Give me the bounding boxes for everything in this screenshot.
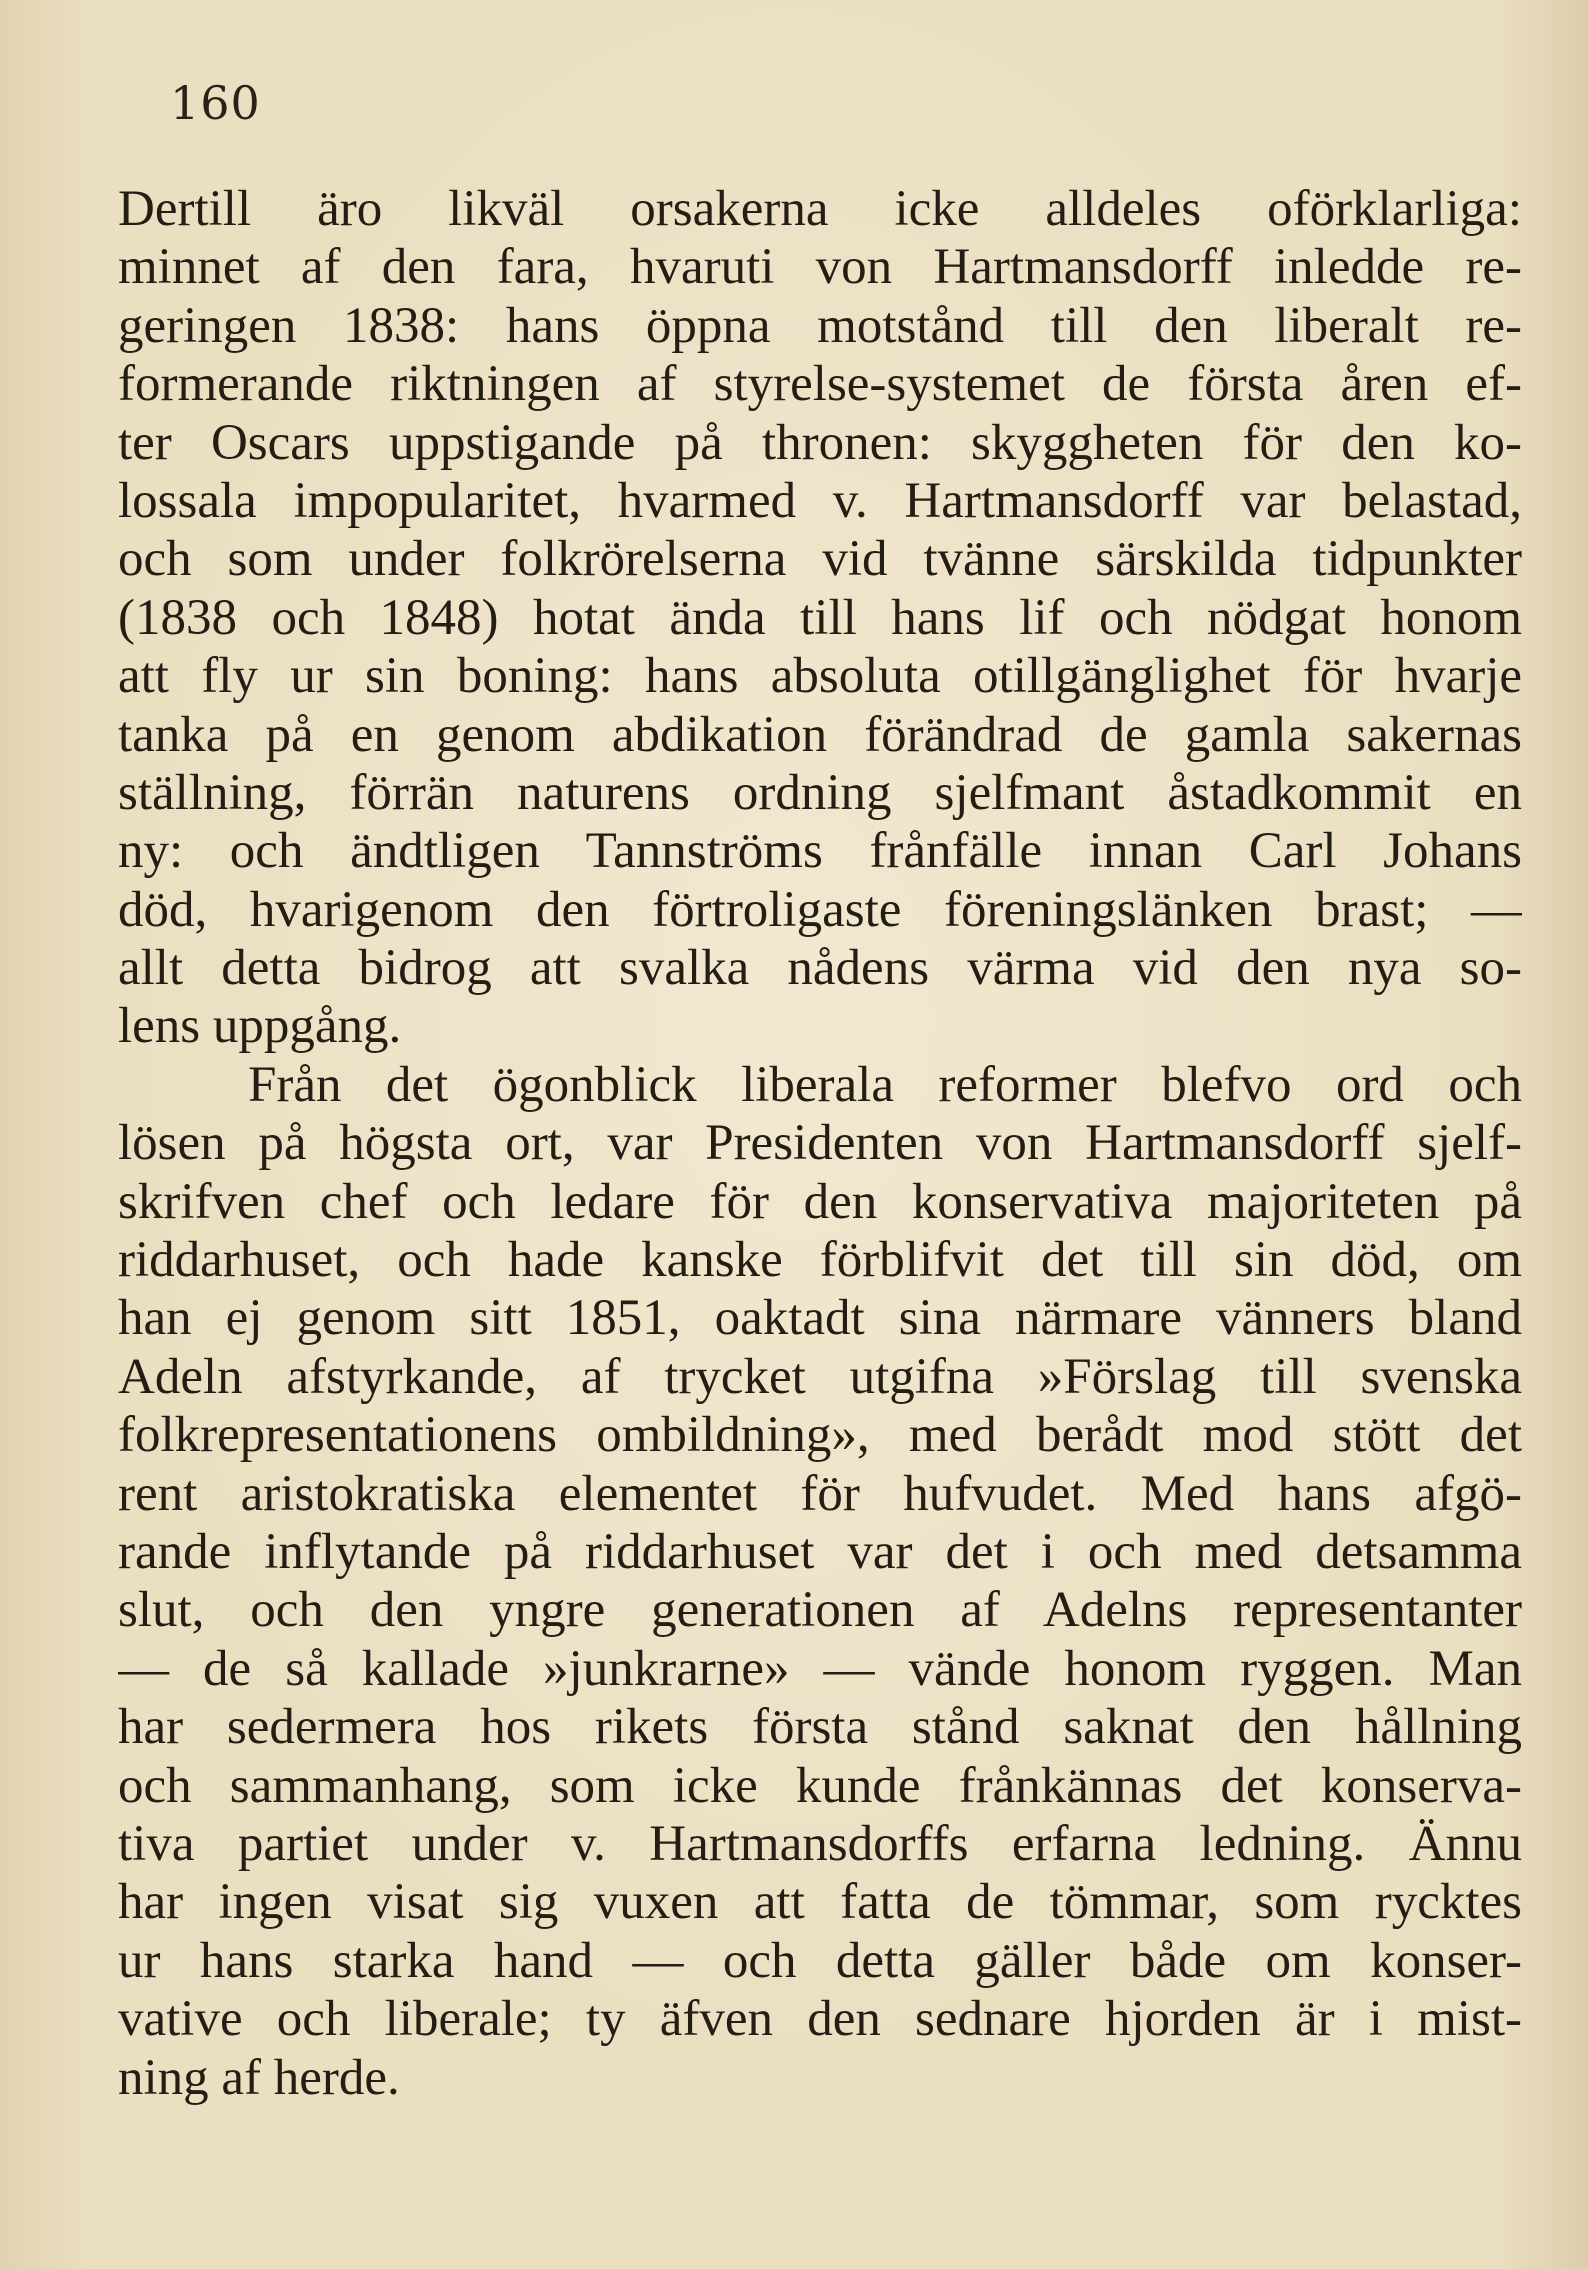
text-line: minnet af den fara, hvaruti von Hartmansdorff inledde re- xyxy=(118,239,1522,296)
text-line: vative och liberale; ty äfven den sednare hjorden är i mist- xyxy=(118,1991,1522,2048)
text-line: — de så kallade »junkrarne» — vände honom ryggen. Man xyxy=(118,1640,1522,1697)
text-line: folkrepresentationens ombildning», med berådt mod stött det xyxy=(118,1407,1522,1464)
text-line: skrifven chef och ledare för den konservativa majoriteten på xyxy=(118,1173,1522,1230)
text-line: (1838 och 1848) hotat ända till hans lif och nödgat honom xyxy=(118,589,1522,646)
text-line: slut, och den yngre generationen af Adelns representanter xyxy=(118,1582,1522,1639)
text-line: rande inflytande på riddarhuset var det i och med detsamma xyxy=(118,1523,1522,1580)
text-line: Dertill äro likväl orsakerna icke alldeles oförklarliga: xyxy=(118,181,1522,237)
text-line: riddarhuset, och hade kanske förblifvit det till sin död, om xyxy=(118,1232,1522,1289)
text-line: har ingen visat sig vuxen att fatta de tömmar, som rycktes xyxy=(118,1874,1522,1931)
text-line: och sammanhang, som icke kunde frånkännas det konserva- xyxy=(118,1757,1522,1814)
text-line: lens uppgång. xyxy=(118,998,402,1055)
text-line: formerande riktningen af styrelse-systemet de första åren ef- xyxy=(118,356,1522,413)
paragraph-2 xyxy=(118,1056,1522,2107)
text-line: geringen 1838: hans öppna motstånd till den liberalt re- xyxy=(118,297,1522,354)
text-line: Från det ögonblick liberala reformer blefvo ord och xyxy=(248,1056,1522,1113)
body-text xyxy=(118,180,1522,2107)
paragraph-container xyxy=(118,180,1522,2107)
text-line: allt detta bidrog att svalka nådens värma vid den nya so- xyxy=(118,940,1522,997)
text-line: han ej genom sitt 1851, oaktadt sina närmare vänners bland xyxy=(118,1290,1522,1347)
text-line: att fly ur sin boning: hans absoluta otillgänglighet för hvarje xyxy=(118,648,1522,705)
page-number: 160 xyxy=(170,76,261,130)
text-line: ning af herde. xyxy=(118,2049,400,2106)
text-line: ter Oscars uppstigande på thronen: skyggheten för den ko- xyxy=(118,414,1522,471)
text-line: tiva partiet under v. Hartmansdorffs erfarna ledning. Ännu xyxy=(118,1815,1522,1872)
text-line: ny: och ändtligen Tannströms frånfälle innan Carl Johans xyxy=(118,823,1522,880)
text-line: rent aristokratiska elementet för hufvudet. Med hans afgö- xyxy=(118,1465,1522,1522)
text-line: ur hans starka hand — och detta gäller både om konser- xyxy=(118,1932,1522,1989)
text-line: har sedermera hos rikets första stånd saknat den hållning xyxy=(118,1699,1522,1756)
text-line: ställning, förrän naturens ordning sjelfmant åstadkommit en xyxy=(118,764,1522,821)
text-line: död, hvarigenom den förtroligaste föreningslänken brast; — xyxy=(118,881,1522,938)
text-line: och som under folkrörelserna vid tvänne särskilda tidpunkter xyxy=(118,531,1522,588)
text-line: lossala impopularitet, hvarmed v. Hartmansdorff var belastad, xyxy=(118,472,1522,529)
text-line: Adeln afstyrkande, af trycket utgifna »Förslag till svenska xyxy=(118,1348,1522,1405)
paragraph-1 xyxy=(118,180,1522,1056)
text-line: tanka på en genom abdikation förändrad de gamla sakernas xyxy=(118,706,1522,763)
text-line: lösen på högsta ort, var Presidenten von Hartmansdorff sjelf- xyxy=(118,1115,1522,1172)
